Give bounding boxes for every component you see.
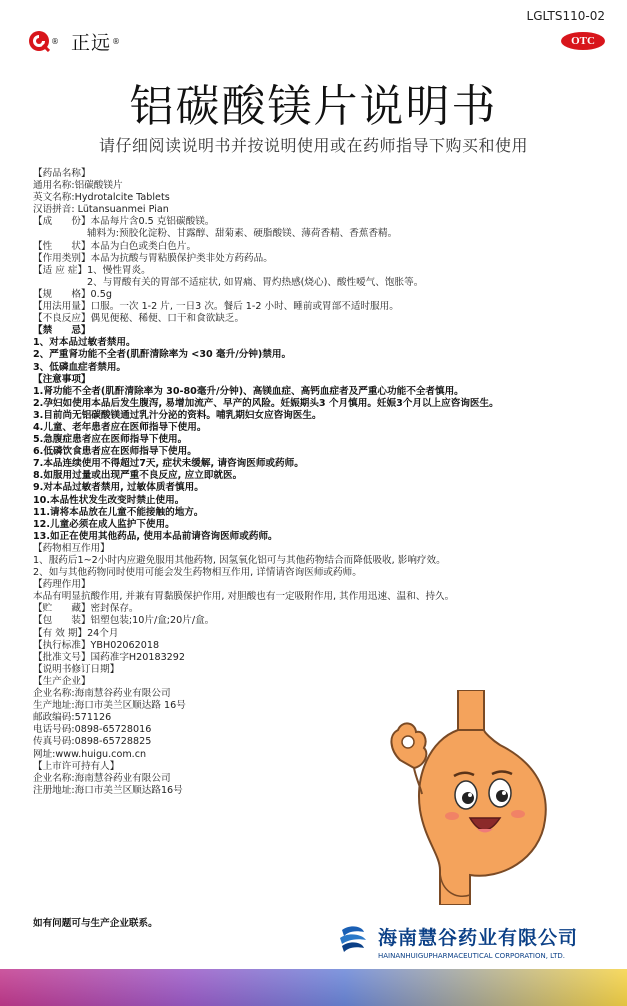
leaflet-line: 【作用类别】本品为抗酸与胃粘膜保护类非处方药药品。 [33,252,273,264]
registered-mark: ® [51,36,59,46]
leaflet-line: 9.对本品过敏者禁用, 过敏体质者慎用。 [33,482,204,494]
leaflet-line: 2、与胃酸有关的胃部不适症状, 如胃痛、胃灼热感(烧心)、酸性嗳气、饱胀等。 [87,276,424,288]
leaflet-line: 【禁 忌】 [33,325,91,337]
leaflet-line: 【有 效 期】24个月 [33,627,119,639]
leaflet-line: 2、如与其他药物同时使用可能会发生药物相互作用, 详情请咨询医师或药师。 [33,567,362,579]
leaflet-line: 英文名称:Hydrotalcite Tablets [33,192,170,204]
contact-note: 如有问题可与生产企业联系。 [33,918,158,929]
registered-mark: ® [112,36,121,46]
leaflet-line: 【成 份】本品每片含0.5 克铝碳酸镁。 [33,216,215,228]
leaflet-line: 【药理作用】 [33,579,91,591]
leaflet-line: 通用名称:铝碳酸镁片 [33,180,123,192]
leaflet-line: 【用法用量】口服。一次 1-2 片, 一日3 次。餐后 1-2 小时、睡前或胃部不适时服用。 [33,301,399,313]
leaflet-line: 汉语拼音: Lütansuanmei Pian [33,204,169,216]
leaflet-line: 2、严重肾功能不全者(肌酐清除率为 <30 毫升/分钟)禁用。 [33,349,292,361]
leaflet-line: 企业名称:海南慧谷药业有限公司 [33,688,171,700]
leaflet-line: 本品有明显抗酸作用, 并兼有胃黏膜保护作用, 对胆酸也有一定吸附作用, 其作用迅速、温和、持久。 [33,591,455,603]
stomach-mascot-illustration [380,690,555,905]
leaflet-line: 【生产企业】 [33,675,91,687]
leaflet-line: 5.急腹症患者应在医师指导下使用。 [33,434,188,446]
leaflet-line: 注册地址:海口市美兰区顺达路16号 [33,784,183,796]
leaflet-line: 3、低磷血症者禁用。 [33,361,127,373]
leaflet-line: 6.低磷饮食患者应在医师指导下使用。 [33,446,197,458]
brand-logo [28,26,120,56]
company-block [336,922,578,960]
leaflet-line: 传真号码:0898-65728825 [33,736,152,748]
leaflet-line: 【注意事项】 [33,373,91,385]
leaflet-line: 2.孕妇如使用本品后发生腹泻, 易增加流产、早产的风险。妊娠期头3 个月慎用。妊娠3个月以上应咨询医生。 [33,397,499,409]
leaflet-line: 电话号码:0898-65728016 [33,724,152,736]
leaflet-line: 12.儿童必须在成人监护下使用。 [33,518,175,530]
leaflet-line: 【规 格】0.5g [33,288,112,300]
leaflet-line: 8.如服用过量或出现严重不良反应, 应立即就医。 [33,470,243,482]
company-logo-icon [336,922,370,960]
leaflet-line: 3.目前尚无铝碳酸镁通过乳汁分泌的资料。哺乳期妇女应咨询医生。 [33,409,322,421]
leaflet-line: 【执行标准】YBH02062018 [33,639,160,651]
leaflet-line: 7.本品连续使用不得超过7天, 症状未缓解, 请咨询医师或药师。 [33,458,304,470]
document-title: 铝碳酸镁片说明书 [129,81,498,132]
leaflet-line: 【上市许可持有人】 [33,760,120,772]
leaflet-line: 10.本品性状发生改变时禁止使用。 [33,494,185,506]
leaflet-line: 【批准文号】国药准字H20183292 [33,651,185,663]
company-english-name: HAINANHUIGUPHARMACEUTICAL CORPORATION, LTD. [378,951,565,960]
brand-name: 正远 [71,31,112,54]
leaflet-line: 1、对本品过敏者禁用。 [33,337,136,349]
leaflet-line: 辅料为:预胶化淀粉、甘露醇、甜菊素、硬脂酸镁、薄荷香精、香蕉香精。 [87,228,398,240]
company-name: 海南慧谷药业有限公司 [378,926,579,949]
leaflet-line: 1.肾功能不全者(肌酐清除率为 30-80毫升/分钟)、高镁血症、高钙血症者及严重心功能不全者慎用。 [33,385,464,397]
leaflet-line: 4.儿童、老年患者应在医师指导下使用。 [33,421,207,433]
bottom-stripe-shade [0,969,627,1006]
leaflet-line: 11.请将本品放在儿童不能接触的地方。 [33,506,204,518]
leaflet-line: 邮政编码:571126 [33,712,112,724]
leaflet-line: 企业名称:海南慧谷药业有限公司 [33,772,171,784]
leaflet-line: 13.如正在使用其他药品, 使用本品前请咨询医师或药师。 [33,530,278,542]
leaflet-line: 【药物相互作用】 [33,542,110,554]
leaflet-line: 【药品名称】 [33,168,91,179]
leaflet-line: 【适 应 症】1、慢性胃炎。 [33,264,151,276]
leaflet-line: 【不良反应】偶见便秘、稀便、口干和食欲缺乏。 [33,313,245,325]
otc-badge: OTC [561,32,605,50]
leaflet-line: 网址:www.huigu.com.cn [33,748,147,760]
leaflet-line: 【说明书修订日期】 [33,663,120,675]
leaflet-line: 【性 状】本品为白色或类白色片。 [33,240,197,252]
document-code: LGLTS110-02 [526,9,605,23]
leaflet-line: 1、服药后1~2小时内应避免服用其他药物, 因氢氧化铝可与其他药物结合而降低吸收, 影响疗效。 [33,555,446,566]
document-subtitle: 请仔细阅读说明书并按说明使用或在药师指导下购买和使用 [98,136,528,155]
leaflet-line: 【贮 藏】密封保存。 [33,603,139,615]
leaflet-line: 【包 装】铝塑包装;10片/盒;20片/盒。 [33,615,215,627]
leaflet-line: 生产地址:海口市美兰区顺达路 16号 [33,700,186,712]
brand-logo-icon [28,30,50,52]
